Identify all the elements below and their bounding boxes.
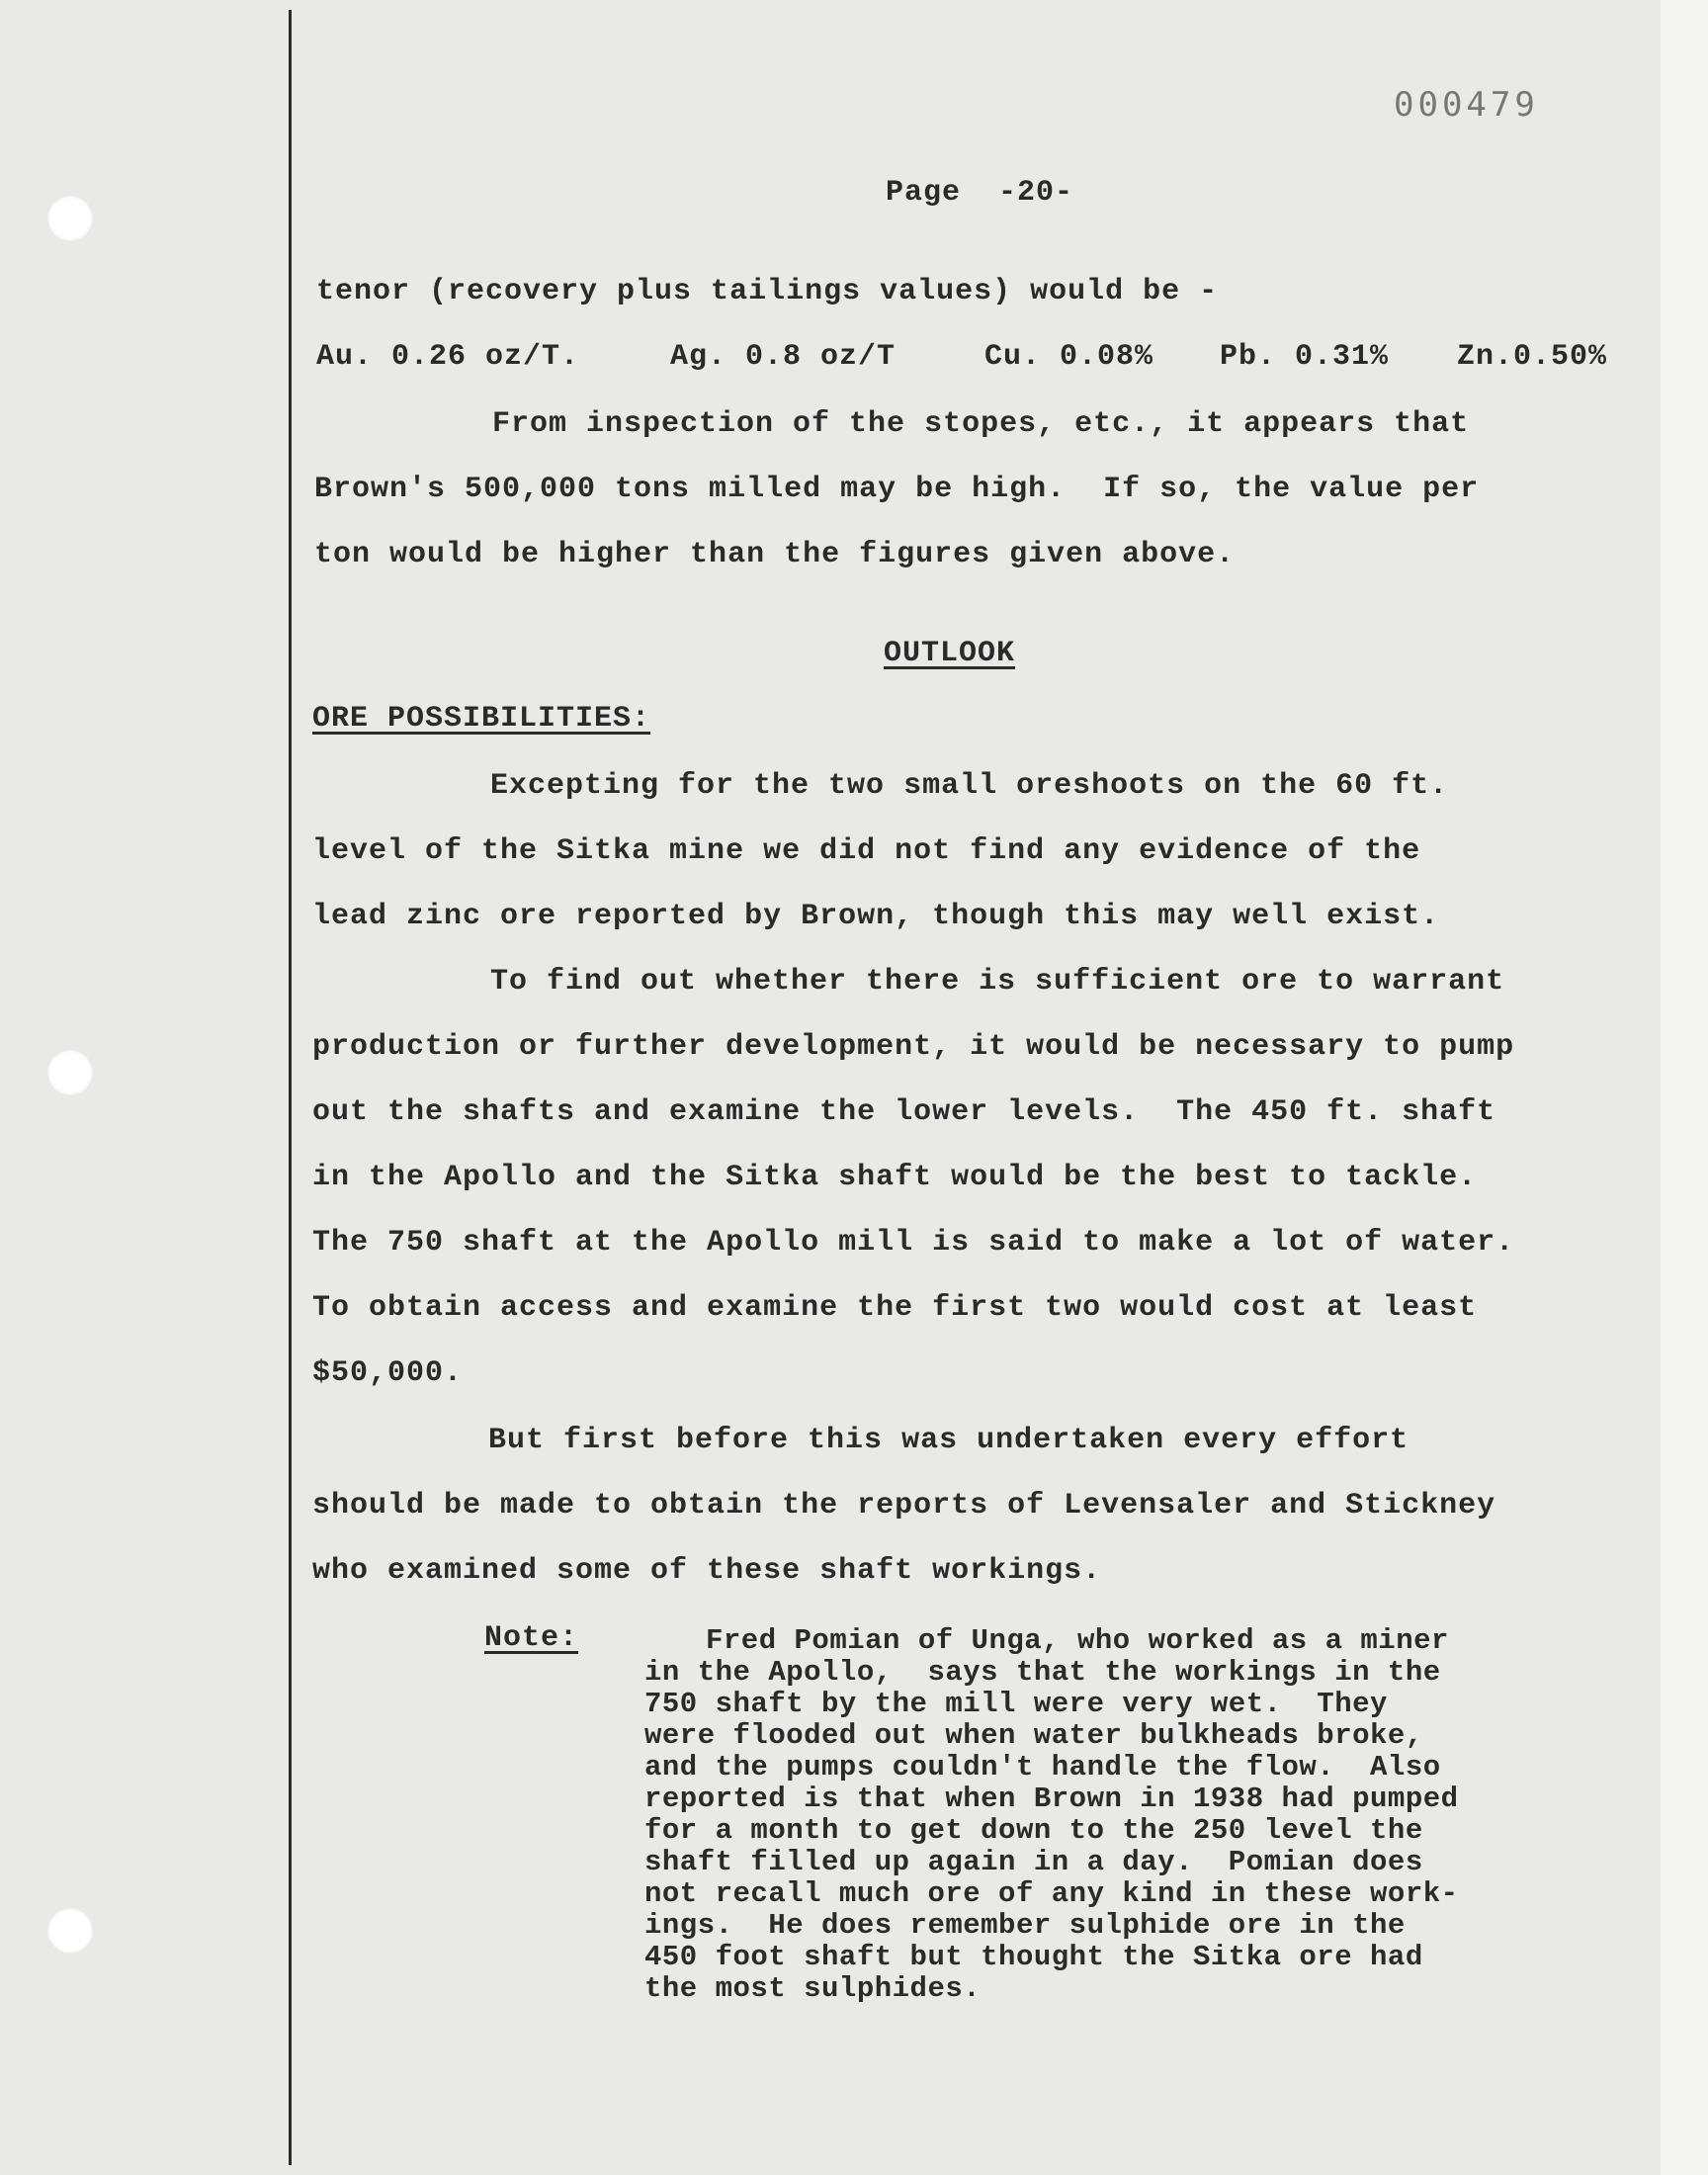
- intro-para-line-2: Brown's 500,000 tons milled may be high. If so, the value per: [314, 473, 1480, 506]
- stamp-number: 000479: [1394, 85, 1539, 125]
- note-line-2: in the Apollo, says that the workings in the: [644, 1656, 1441, 1689]
- para3-line-3: who examined some of these shaft workings.: [312, 1554, 1102, 1588]
- note-line-9: not recall much ore of any kind in these work-: [644, 1877, 1459, 1910]
- note-line-6: reported is that when Brown in 1938 had pumped: [644, 1783, 1459, 1815]
- para2-line-5: The 750 shaft at the Apollo mill is said to make a lot of water.: [312, 1226, 1515, 1260]
- assay-zn: Zn.0.50%: [1457, 340, 1608, 374]
- scan-edge: [1661, 0, 1708, 2175]
- outlook-heading: OUTLOOK: [884, 637, 1016, 670]
- note-line-11: 450 foot shaft but thought the Sitka ore had: [644, 1941, 1423, 1973]
- assay-ag: Ag. 0.8 oz/T: [670, 340, 897, 374]
- note-line-8: shaft filled up again in a day. Pomian does: [644, 1846, 1423, 1878]
- para1-line-3: lead zinc ore reported by Brown, though this may well exist.: [312, 900, 1440, 933]
- para2-line-6: To obtain access and examine the first two would cost at least: [312, 1291, 1478, 1325]
- para2-line-1: To find out whether there is sufficient ore to warrant: [490, 965, 1505, 999]
- note-line-7: for a month to get down to the 250 level the: [644, 1814, 1423, 1847]
- binder-hole-top: [47, 196, 93, 241]
- note-line-5: and the pumps couldn't handle the flow. Also: [644, 1751, 1441, 1784]
- margin-rule: [289, 10, 292, 2165]
- assay-pb: Pb. 0.31%: [1220, 340, 1390, 374]
- para1-line-1: Excepting for the two small oreshoots on the 60 ft.: [490, 769, 1449, 803]
- note-label: Note:: [484, 1621, 579, 1655]
- binder-hole-middle: [47, 1050, 93, 1095]
- intro-para-line-3: ton would be higher than the figures given above.: [314, 538, 1236, 571]
- note-line-1: Fred Pomian of Unga, who worked as a miner: [706, 1624, 1449, 1657]
- assay-cu: Cu. 0.08%: [984, 340, 1154, 374]
- page-header: Page -20-: [886, 176, 1074, 210]
- ore-possibilities-heading: ORE POSSIBILITIES:: [312, 702, 651, 736]
- para2-line-7: $50,000.: [312, 1356, 464, 1390]
- note-line-4: were flooded out when water bulkheads broke,: [644, 1719, 1423, 1752]
- note-line-10: ings. He does remember sulphide ore in the: [644, 1909, 1406, 1942]
- binder-hole-bottom: [47, 1908, 93, 1954]
- note-line-3: 750 shaft by the mill were very wet. They: [644, 1688, 1388, 1720]
- note-line-12: the most sulphides.: [644, 1972, 982, 2005]
- para2-line-3: out the shafts and examine the lower levels. The 450 ft. shaft: [312, 1095, 1496, 1129]
- para2-line-2: production or further development, it would be necessary to pump: [312, 1030, 1515, 1064]
- intro-para-line-1: From inspection of the stopes, etc., it appears that: [492, 407, 1470, 441]
- assay-au: Au. 0.26 oz/T.: [316, 340, 580, 374]
- para2-line-4: in the Apollo and the Sitka shaft would be the best to tackle.: [312, 1161, 1478, 1194]
- para3-line-1: But first before this was undertaken every effort: [488, 1424, 1409, 1457]
- intro-line-1: tenor (recovery plus tailings values) would be -: [316, 275, 1219, 308]
- para3-line-2: should be made to obtain the reports of Levensaler and Stickney: [312, 1489, 1496, 1522]
- para1-line-2: level of the Sitka mine we did not find any evidence of the: [312, 834, 1421, 868]
